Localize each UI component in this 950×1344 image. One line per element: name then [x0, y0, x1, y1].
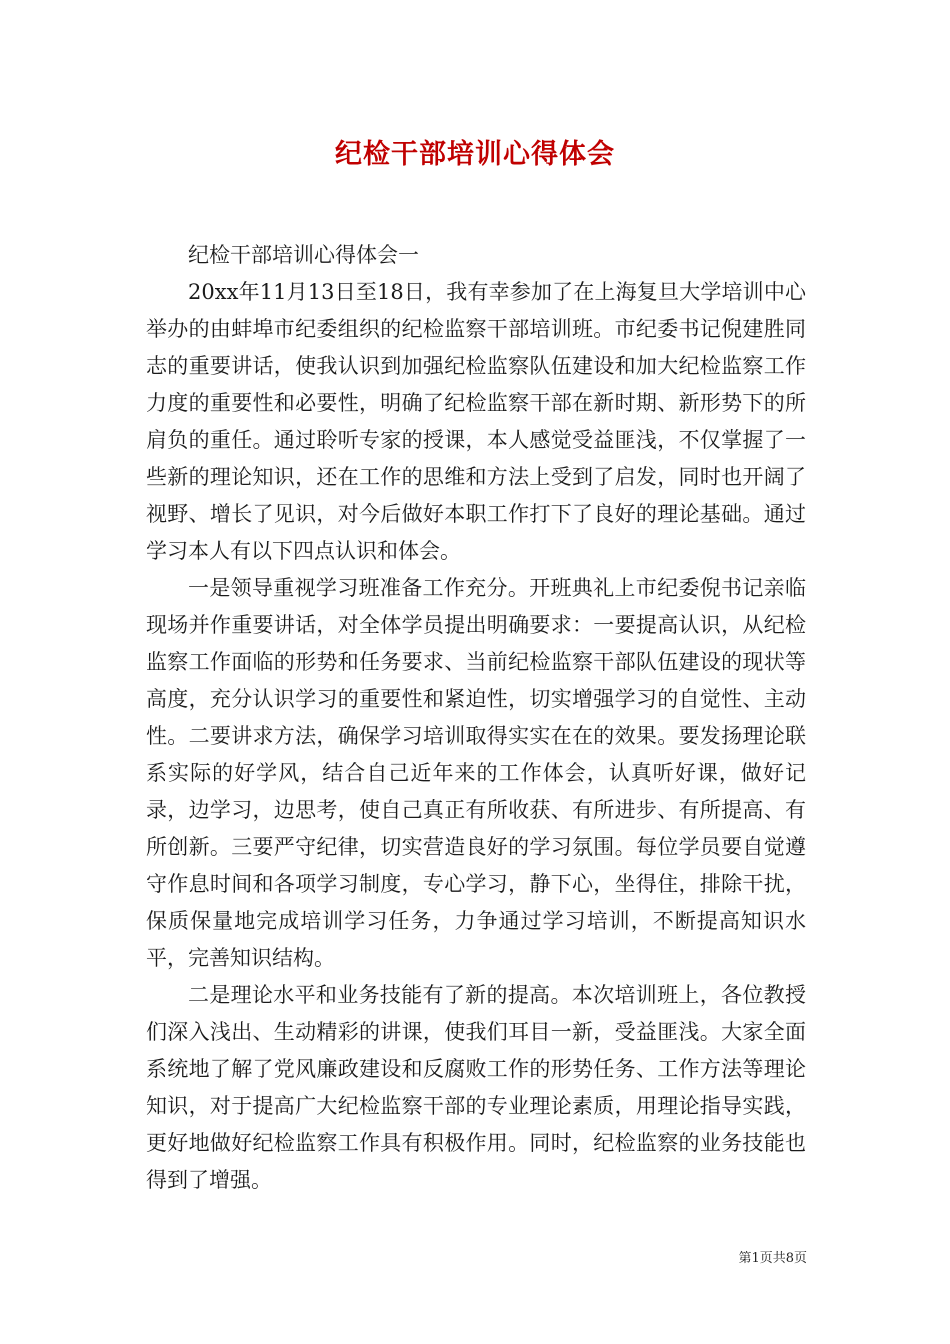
document-title: 纪检干部培训心得体会	[335, 139, 615, 170]
document-body	[146, 237, 806, 1199]
paragraph-1: 20xx年11月13日至18日，我有幸参加了在上海复旦大学培训中心举办的由蚌埠市纪委组织的纪检监察干部培训班。市纪委书记倪建胜同志的重要讲话，使我认识到加强纪检监察队伍建设和加大纪检监察工作力度的重要性和必要性，明确了纪检监察干部在新时期、新形势下的所肩负的重任。通过聆听专家的授课，本人感觉受益匪浅，不仅掌握了一些新的理论知识，还在工作的思维和方法上受到了启发，同时也开阔了视野、增长了见识，对今后做好本职工作打下了良好的理论基础。通过学习本人有以下四点认识和体会。	[146, 280, 806, 563]
page-number: 第1页共8页	[738, 1251, 807, 1266]
paragraph-2: 一是领导重视学习班准备工作充分。开班典礼上市纪委倪书记亲临现场并作重要讲话，对全体学员提出明确要求：一要提高认识，从纪检监察工作面临的形势和任务要求、当前纪检监察干部队伍建设的现状等高度，充分认识学习的重要性和紧迫性，切实增强学习的自觉性、主动性。二要讲求方法，确保学习培训取得实实在在的效果。要发扬理论联系实际的好学风，结合自己近年来的工作体会，认真听好课，做好记录，边学习，边思考，使自己真正有所收获、有所进步、有所提高、有所创新。三要严守纪律，切实营造良好的学习氛围。每位学员要自觉遵守作息时间和各项学习制度，专心学习，静下心，坐得住，排除干扰，保质保量地完成培训学习任务，力争通过学习培训，不断提高知识水平，完善知识结构。	[146, 576, 806, 970]
section-subtitle: 纪检干部培训心得体会一	[188, 243, 419, 267]
paragraph-3: 二是理论水平和业务技能有了新的提高。本次培训班上，各位教授们深入浅出、生动精彩的讲课，使我们耳目一新，受益匪浅。大家全面系统地了解了党风廉政建设和反腐败工作的形势任务、工作方法等理论知识，对于提高广大纪检监察干部的专业理论素质，用理论指导实践，更好地做好纪检监察工作具有积极作用。同时，纪检监察的业务技能也得到了增强。	[146, 983, 806, 1192]
